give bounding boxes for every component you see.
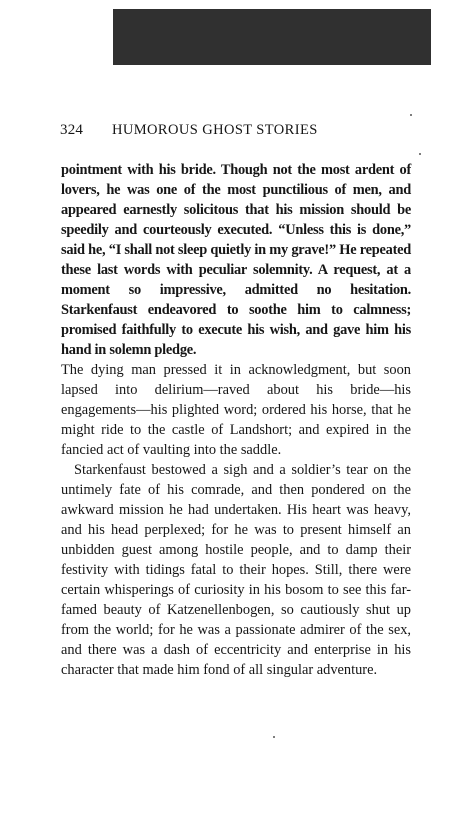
scan-artifact-bar (113, 9, 431, 65)
paragraph-3: Starkenfaust bestowed a sigh and a soldier’s tear on the untimely fate of his comrade, and then pondered on the awkward mission he had undertaken. His heart was heavy, and his head perplexed; for he was to present himself an unbidden guest among hostile people, and to damp their festivity with tidings fatal to their hopes. Still, there were certain whisperings of curiosity in his bosom to see this far-famed beauty of Katzenellenbogen, so cautiously shut up from the world; for he was a passionate admirer of the sex, and there was a dash of eccentricity and enterprise in his character that made him fond of all singular adventure. (61, 462, 411, 678)
paragraph-1: pointment with his bride. Though not the most ardent of lovers, he was one of the most punctilious of men, and appeared earnestly solicitous that his mission should be speedily and courteously executed. “Unless this is done,” said he, “I shall not sleep quietly in my grave!” He repeated these last words with peculiar solemnity. A request, at a moment so impressive, admitted no hesitation. Starkenfaust endeavored to soothe him to calmness; promised faithfully to execute his wish, and gave him his hand in solemn pledge. (61, 162, 411, 358)
running-title: HUMOROUS GHOST STORIES (112, 122, 318, 138)
print-speck (419, 153, 421, 155)
page-body (61, 160, 411, 680)
page-number: 324 (60, 122, 84, 138)
print-speck (410, 114, 412, 116)
page-header (60, 122, 420, 139)
print-speck (273, 736, 275, 738)
paragraph-2: The dying man pressed it in acknowledgment, but soon lapsed into delirium—raved about his bride—his engagements—his plighted word; ordered his horse, that he might ride to the castle of Landshort; and expired in the fancied act of vaulting into the saddle. (61, 362, 411, 458)
